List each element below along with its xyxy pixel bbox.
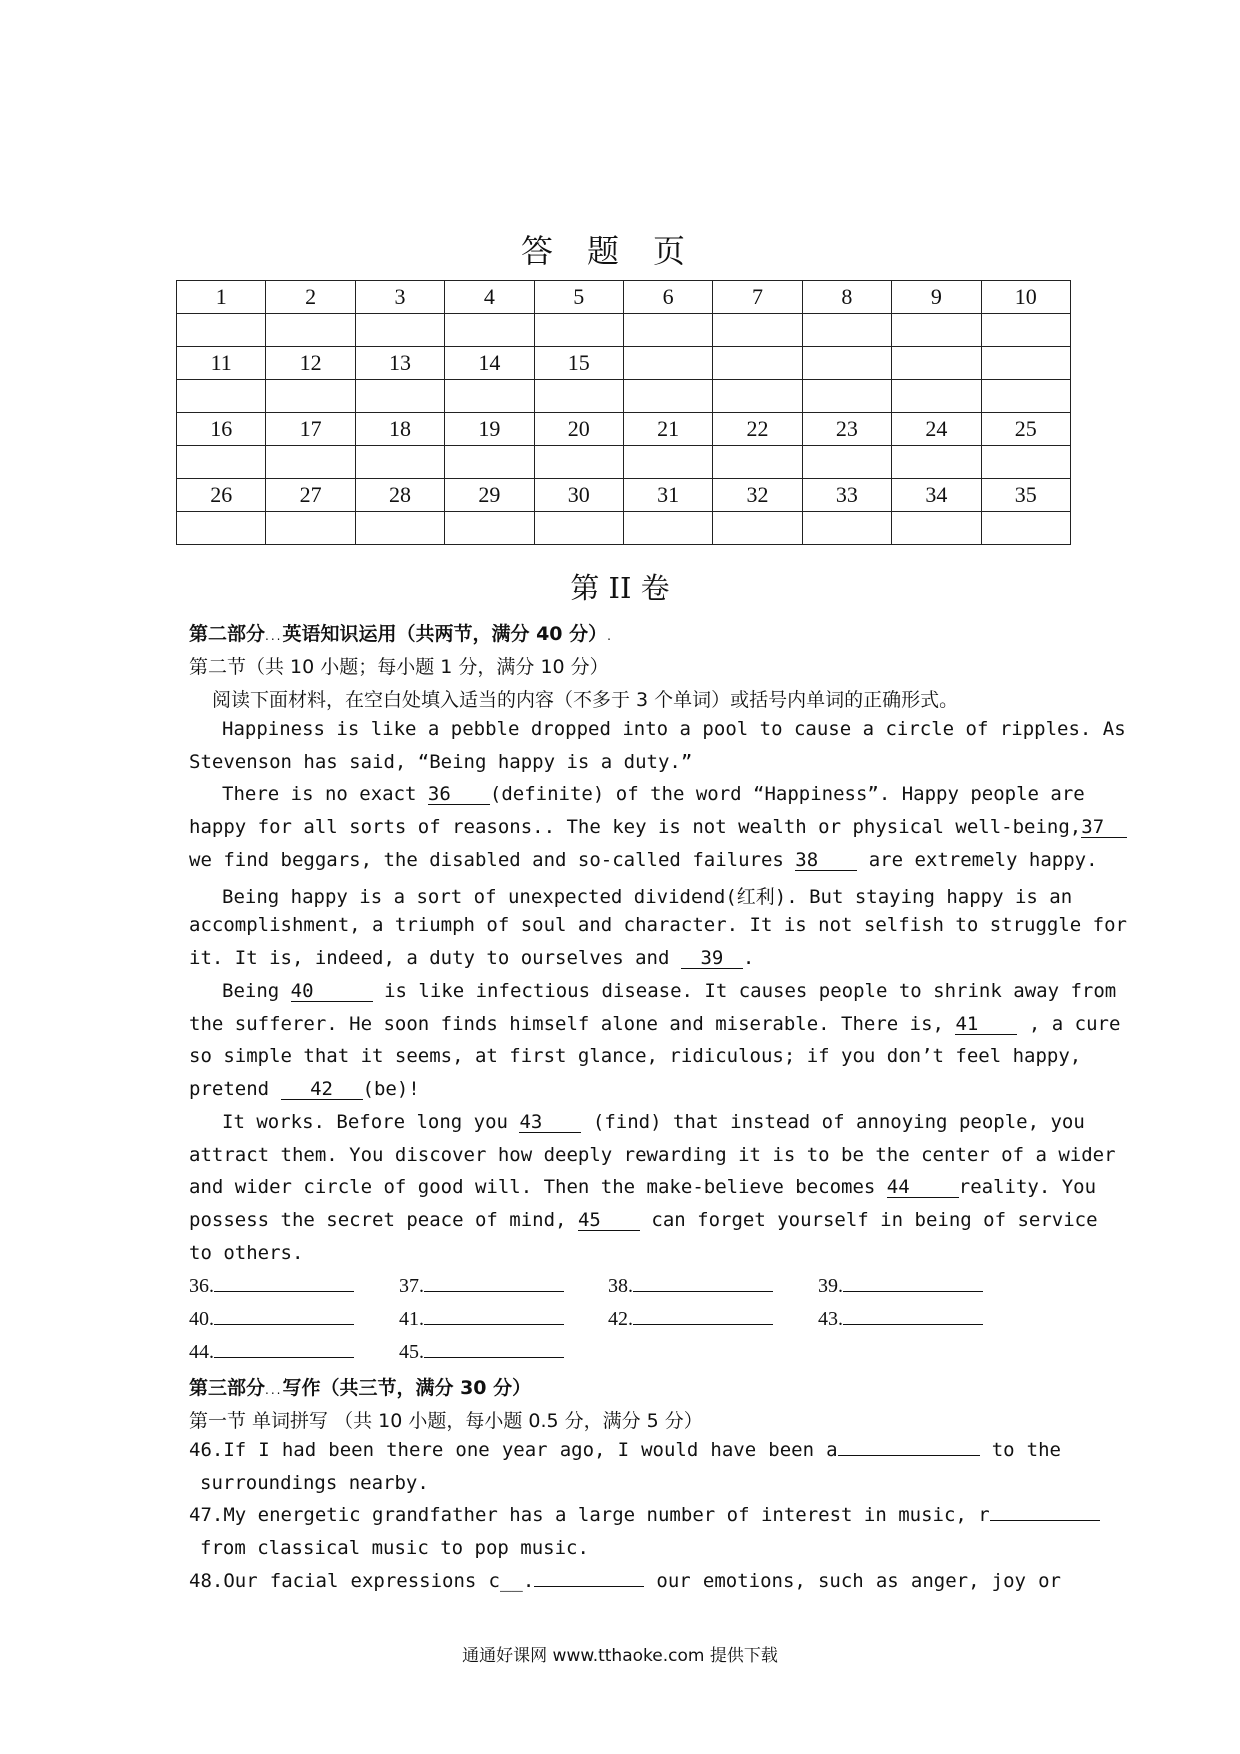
grid-answer-cell[interactable]: [355, 380, 444, 413]
answer-line-40[interactable]: 40.: [189, 1307, 354, 1331]
part3-heading-label: 第三部分: [189, 1377, 266, 1399]
grid-answer-cell[interactable]: [623, 512, 712, 545]
grid-number-cell: 7: [713, 281, 802, 314]
blank-41: 41: [955, 1015, 1017, 1035]
grid-number-cell: 15: [534, 347, 623, 380]
passage-line-3: There is no exact 36 (definite) of the word “Happiness”. Happy people are: [222, 783, 1085, 805]
grid-answer-cell[interactable]: [177, 512, 266, 545]
grid-answer-cell[interactable]: [981, 314, 1070, 347]
grid-number-cell: 4: [445, 281, 534, 314]
grid-number-cell: [981, 347, 1070, 380]
grid-number-cell: 11: [177, 347, 266, 380]
grid-answer-cell[interactable]: [534, 314, 623, 347]
grid-answer-cell[interactable]: [713, 512, 802, 545]
answer-grid: [176, 280, 1071, 545]
answer-line-44[interactable]: 44.: [189, 1340, 354, 1364]
grid-number-cell: [802, 347, 891, 380]
grid-answer-cell[interactable]: [623, 314, 712, 347]
grid-answer-cell[interactable]: [623, 446, 712, 479]
grid-answer-cell[interactable]: [177, 314, 266, 347]
blank-43: 43: [519, 1113, 581, 1133]
grid-answer-cell[interactable]: [534, 512, 623, 545]
grid-number-cell: 28: [355, 479, 444, 512]
grid-answer-cell[interactable]: [802, 314, 891, 347]
grid-number-cell: 26: [177, 479, 266, 512]
grid-number-cell: 22: [713, 413, 802, 446]
grid-answer-cell[interactable]: [266, 446, 355, 479]
question-46-blank[interactable]: [838, 1455, 980, 1456]
grid-answer-cell[interactable]: [266, 314, 355, 347]
answer-line-37[interactable]: 37.: [399, 1274, 564, 1298]
question-48-blank[interactable]: [534, 1586, 644, 1587]
grid-answer-cell[interactable]: [802, 380, 891, 413]
grid-number-cell: 34: [892, 479, 981, 512]
grid-answer-cell[interactable]: [802, 446, 891, 479]
grid-answer-cell[interactable]: [177, 380, 266, 413]
blank-39: 39: [681, 949, 743, 969]
part2-heading-rest: 英语知识运用（共两节，满分 40 分）: [282, 623, 608, 645]
passage-line-10: the sufferer. He soon finds himself alone and miserable. There is, 41 , a cure: [189, 1013, 1121, 1035]
page-title: 答题页: [520, 232, 719, 270]
grid-answer-row: [177, 446, 1071, 479]
answer-line-42[interactable]: 42.: [608, 1307, 773, 1331]
question-46-line-2: surroundings nearby.: [200, 1472, 429, 1494]
grid-number-cell: 10: [981, 281, 1070, 314]
grid-answer-row: [177, 512, 1071, 545]
grid-answer-cell[interactable]: [355, 446, 444, 479]
grid-answer-cell[interactable]: [534, 446, 623, 479]
grid-answer-cell[interactable]: [802, 512, 891, 545]
blank-38: 38: [795, 851, 857, 871]
grid-answer-cell[interactable]: [445, 380, 534, 413]
grid-answer-cell[interactable]: [892, 380, 981, 413]
answer-line-38[interactable]: 38.: [608, 1274, 773, 1298]
grid-answer-cell[interactable]: [623, 380, 712, 413]
passage-line-5: we find beggars, the disabled and so-called failures 38 are extremely happy.: [189, 849, 1098, 871]
grid-number-cell: 19: [445, 413, 534, 446]
grid-number-cell: 2: [266, 281, 355, 314]
question-47-blank[interactable]: [990, 1520, 1100, 1521]
grid-number-cell: 20: [534, 413, 623, 446]
blank-44: 44: [887, 1178, 959, 1198]
grid-answer-cell[interactable]: [713, 314, 802, 347]
part3-heading-rest: 写作（共三节，满分 30 分）: [282, 1377, 532, 1399]
grid-number-cell: 18: [355, 413, 444, 446]
grid-number-cell: 9: [892, 281, 981, 314]
passage-line-15: and wider circle of good will. Then the make-believe becomes 44 reality. You: [189, 1176, 1097, 1198]
grid-number-cell: 31: [623, 479, 712, 512]
grid-answer-row: [177, 380, 1071, 413]
grid-number-cell: 5: [534, 281, 623, 314]
grid-answer-cell[interactable]: [177, 446, 266, 479]
passage-line-2: Stevenson has said, “Being happy is a duty.”: [189, 751, 693, 773]
grid-number-cell: 1: [177, 281, 266, 314]
passage-line-9: Being 40 is like infectious disease. It causes people to shrink away from: [222, 980, 1117, 1002]
answer-line-39[interactable]: 39.: [818, 1274, 983, 1298]
grid-answer-row: [177, 314, 1071, 347]
passage-line-6: Being happy is a sort of unexpected dividend(红利). But staying happy is an: [222, 886, 1073, 908]
passage-line-1: Happiness is like a pebble dropped into a pool to cause a circle of ripples. As: [222, 718, 1126, 740]
grid-answer-cell[interactable]: [266, 380, 355, 413]
grid-answer-cell[interactable]: [981, 512, 1070, 545]
grid-number-cell: 33: [802, 479, 891, 512]
grid-answer-cell[interactable]: [355, 512, 444, 545]
part3-heading: 第三部分...写作（共三节，满分 30 分）: [189, 1377, 532, 1399]
grid-number-cell: 6: [623, 281, 712, 314]
grid-number-row: [177, 479, 1071, 512]
volume-title: 第 II 卷: [570, 571, 670, 605]
grid-number-cell: 17: [266, 413, 355, 446]
grid-number-cell: 27: [266, 479, 355, 512]
passage-line-4: happy for all sorts of reasons.. The key is not wealth or physical well-being,37: [189, 816, 1061, 838]
grid-number-row: [177, 281, 1071, 314]
passage-line-14: attract them. You discover how deeply rewarding it is to be the center of a wider: [189, 1144, 1116, 1166]
grid-answer-cell[interactable]: [445, 446, 534, 479]
grid-number-cell: 8: [802, 281, 891, 314]
part3-section1: 第一节 单词拼写 （共 10 小题，每小题 0.5 分，满分 5 分）: [189, 1410, 703, 1432]
blank-45: 45: [578, 1211, 640, 1231]
grid-number-cell: 16: [177, 413, 266, 446]
passage-line-11: so simple that it seems, at first glance, ridiculous; if you don’t feel happy,: [189, 1045, 1082, 1067]
part2-heading-label: 第二部分: [189, 623, 266, 645]
passage-line-8: it. It is, indeed, a duty to ourselves and 39 .: [189, 947, 755, 969]
grid-number-cell: 24: [892, 413, 981, 446]
grid-number-cell: 32: [713, 479, 802, 512]
grid-number-cell: 12: [266, 347, 355, 380]
grid-number-cell: 25: [981, 413, 1070, 446]
grid-answer-cell[interactable]: [445, 512, 534, 545]
part2-instruction: 阅读下面材料，在空白处填入适当的内容（不多于 3 个单词）或括号内单词的正确形式。: [212, 689, 959, 711]
part2-section2: 第二节（共 10 小题；每小题 1 分，满分 10 分）: [189, 656, 609, 678]
grid-answer-cell[interactable]: [355, 314, 444, 347]
question-48-line-1: 48.Our facial expressions c__. our emotions, such as anger, joy or: [189, 1570, 1061, 1592]
footer-credit: 通通好课网 www.tthaoke.com 提供下载: [462, 1646, 778, 1666]
blank-37: 37: [1081, 818, 1127, 838]
grid-number-cell: 35: [981, 479, 1070, 512]
grid-answer-cell[interactable]: [892, 446, 981, 479]
grid-number-cell: 21: [623, 413, 712, 446]
part2-heading: 第二部分...英语知识运用（共两节，满分 40 分）.: [189, 623, 613, 645]
passage-line-13: It works. Before long you 43 (find) that instead of annoying people, you: [222, 1111, 1085, 1133]
passage-line-17: to others.: [189, 1242, 304, 1264]
grid-number-cell: 30: [534, 479, 623, 512]
grid-number-row: [177, 413, 1071, 446]
passage-line-16: possess the secret peace of mind, 45 can forget yourself in being of service: [189, 1209, 1098, 1231]
grid-answer-cell[interactable]: [713, 446, 802, 479]
grid-answer-cell[interactable]: [445, 314, 534, 347]
grid-answer-cell[interactable]: [266, 512, 355, 545]
grid-number-cell: 23: [802, 413, 891, 446]
blank-40: 40: [291, 982, 373, 1002]
answer-line-36[interactable]: 36.: [189, 1274, 354, 1298]
passage-line-7: accomplishment, a triumph of soul and character. It is not selfish to struggle for: [189, 914, 1127, 936]
question-46-line-1: 46.If I had been there one year ago, I would have been a to the: [189, 1439, 1061, 1461]
blank-42: 42: [281, 1080, 363, 1100]
grid-answer-cell[interactable]: [892, 512, 981, 545]
question-47-line-1: 47.My energetic grandfather has a large number of interest in music, r: [189, 1504, 1061, 1526]
answer-line-41[interactable]: 41.: [399, 1307, 564, 1331]
question-47-line-2: from classical music to pop music.: [200, 1537, 589, 1559]
grid-answer-cell[interactable]: [713, 380, 802, 413]
grid-number-cell: 3: [355, 281, 444, 314]
grid-answer-cell[interactable]: [981, 446, 1070, 479]
grid-number-cell: 13: [355, 347, 444, 380]
grid-number-cell: [713, 347, 802, 380]
grid-answer-cell[interactable]: [534, 380, 623, 413]
answer-line-43[interactable]: 43.: [818, 1307, 983, 1331]
grid-number-row: [177, 347, 1071, 380]
grid-answer-cell[interactable]: [981, 380, 1070, 413]
grid-number-cell: [623, 347, 712, 380]
grid-number-cell: 29: [445, 479, 534, 512]
blank-36: 36: [428, 785, 490, 805]
passage-line-12: pretend 42 (be)!: [189, 1078, 420, 1100]
answer-line-45[interactable]: 45.: [399, 1340, 564, 1364]
grid-number-cell: 14: [445, 347, 534, 380]
grid-answer-cell[interactable]: [892, 314, 981, 347]
grid-number-cell: [892, 347, 981, 380]
